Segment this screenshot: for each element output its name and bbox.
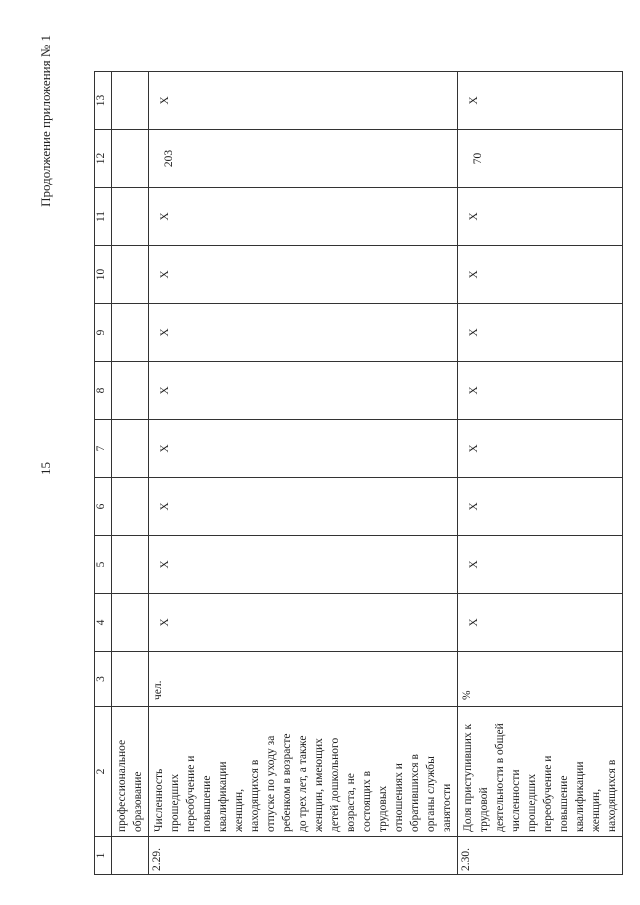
column-number: 10: [95, 246, 112, 304]
value-cell: X: [458, 188, 623, 246]
data-table: [94, 71, 623, 875]
value-cell: X: [149, 246, 458, 304]
table-row: [458, 72, 623, 875]
description-line: повышение: [558, 775, 570, 832]
description-line: детей дошкольного: [329, 737, 341, 832]
description-line: отпуске по уходу за: [265, 735, 277, 832]
value-cell: X: [149, 536, 458, 594]
unit-cell: чел.: [149, 652, 458, 707]
description-line: женщин,: [590, 788, 602, 832]
column-number: 1: [95, 837, 112, 875]
value-cell: X: [458, 478, 623, 536]
description-line: Численность: [153, 768, 165, 832]
value-cell: X: [149, 304, 458, 362]
continuation-text: профессиональное образование: [112, 707, 149, 837]
description-line: повышение: [201, 775, 213, 832]
description-line: женщин, имеющих: [313, 738, 325, 832]
rotated-landscape-page: [30, 35, 618, 875]
description-line: прошедших: [526, 773, 538, 832]
column-number: 13: [95, 72, 112, 130]
value-cell: X: [458, 362, 623, 420]
row-description: [149, 707, 458, 837]
row-number: 2.29.: [149, 837, 458, 875]
continuation-row: [112, 72, 149, 875]
value-cell: X: [458, 72, 623, 130]
value-cell: 70: [458, 130, 623, 188]
description-line: переобучение и: [185, 755, 197, 832]
row-description: [458, 707, 623, 837]
description-line: возраста, не: [345, 773, 357, 832]
value-cell: X: [458, 594, 623, 652]
value-cell: X: [149, 420, 458, 478]
value-cell: X: [458, 304, 623, 362]
value-cell: X: [149, 72, 458, 130]
row-number: 2.30.: [458, 837, 623, 875]
description-line: прошедших: [169, 773, 181, 832]
running-title: Продолжение приложения № 1: [38, 35, 53, 207]
column-number: 3: [95, 652, 112, 707]
column-number: 2: [95, 707, 112, 837]
description-line: состоящих в: [361, 770, 373, 832]
unit-cell: %: [458, 652, 623, 707]
description-line: находящихся в: [606, 759, 618, 832]
description-line: отношениях и: [393, 763, 405, 832]
column-number: 5: [95, 536, 112, 594]
column-number: 7: [95, 420, 112, 478]
description-line: женщин,: [233, 788, 245, 832]
column-number-row: [95, 72, 112, 875]
value-cell: X: [458, 246, 623, 304]
description-line: Доля приступивших к: [462, 723, 474, 832]
description-line: деятельности в общей: [494, 723, 506, 832]
column-number: 8: [95, 362, 112, 420]
page-number: 15: [38, 462, 53, 475]
description-line: органы службы: [425, 756, 437, 832]
description-line: квалификации: [574, 761, 586, 832]
value-cell: 203: [149, 130, 458, 188]
description-line: численности: [510, 769, 522, 832]
description-line: занятости: [441, 783, 453, 832]
description-line: трудовых: [377, 785, 389, 832]
description-line: находящихся в: [249, 759, 261, 832]
description-line: квалификации: [217, 761, 229, 832]
table-row: [149, 72, 458, 875]
column-number: 12: [95, 130, 112, 188]
column-number: 9: [95, 304, 112, 362]
description-line: переобучение и: [542, 755, 554, 832]
value-cell: X: [149, 362, 458, 420]
value-cell: X: [149, 594, 458, 652]
value-cell: X: [458, 420, 623, 478]
column-number: 4: [95, 594, 112, 652]
value-cell: X: [149, 188, 458, 246]
value-cell: X: [149, 478, 458, 536]
value-cell: X: [458, 536, 623, 594]
column-number: 6: [95, 478, 112, 536]
description-line: до трех лет, а также: [297, 735, 309, 832]
description-line: обратившихся в: [409, 754, 421, 832]
description-line: ребенком в возрасте: [281, 733, 293, 832]
column-number: 11: [95, 188, 112, 246]
description-line: трудовой: [478, 787, 490, 832]
